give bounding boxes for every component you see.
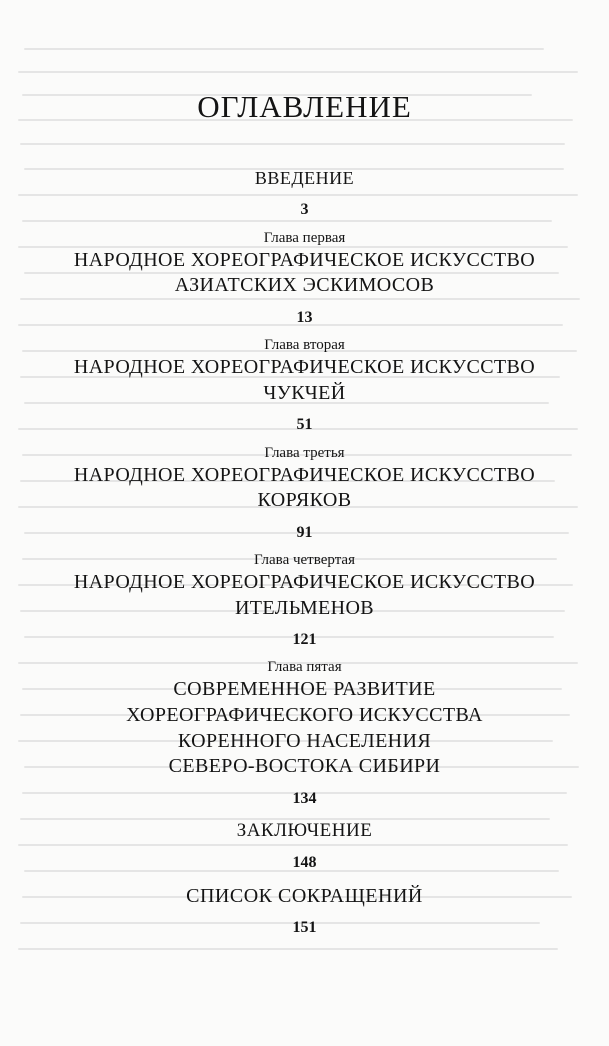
chapter-page-number: 13 [296,309,313,327]
toc-entry-conclusion [0,820,609,872]
toc-entry-abbreviations [0,884,609,937]
chapter-title-line: КОРЕННОГО НАСЕЛЕНИЯ [177,729,432,752]
toc-entry-chapter-4 [0,551,609,649]
chapter-title-line: ХОРЕОГРАФИЧЕСКОГО ИСКУССТВА [126,703,483,726]
chapter-page-number: 91 [296,523,313,541]
introduction-page-number: 3 [300,200,309,218]
chapter-title-line: НАРОДНОЕ ХОРЕОГРАФИЧЕСКОЕ ИСКУССТВО [73,248,536,271]
chapter-title-line: ИТЕЛЬМЕНОВ [234,596,375,619]
conclusion-heading: ЗАКЛЮЧЕНИЕ [236,819,373,841]
chapter-title-line: НАРОДНОЕ ХОРЕОГРАФИЧЕСКОЕ ИСКУССТВО [73,356,536,379]
abbreviations-page-number: 151 [292,918,317,936]
chapter-page-number: 134 [292,789,317,807]
chapter-label: Глава пятая [267,659,342,676]
toc-entry-chapter-2 [0,336,609,434]
chapter-label: Глава четвертая [254,552,355,568]
introduction-heading: ВВЕДЕНИЕ [254,168,355,189]
chapter-title-line: СЕВЕРО-ВОСТОКА СИБИРИ [168,755,441,778]
chapter-label: Глава вторая [264,337,345,354]
toc-entry-chapter-5 [0,658,609,808]
chapter-label: Глава третья [264,444,345,461]
conclusion-page-number: 148 [292,853,317,871]
chapter-page-number: 51 [296,416,313,434]
toc-title: ОГЛАВЛЕНИЕ [197,89,412,124]
chapter-title-line: НАРОДНОЕ ХОРЕОГРАФИЧЕСКОЕ ИСКУССТВО [73,463,536,486]
toc-entry-chapter-1 [0,229,609,327]
chapter-title-line: АЗИАТСКИХ ЭСКИМОСОВ [174,274,435,297]
chapter-title-line: ЧУКЧЕЙ [263,381,346,404]
chapter-page-number: 121 [292,631,317,649]
chapter-title-line: СОВРЕМЕННОЕ РАЗВИТИЕ [173,678,436,701]
chapter-label: Глава первая [263,229,346,246]
abbreviations-heading: СПИСОК СОКРАЩЕНИЙ [186,884,423,907]
table-of-contents [0,90,609,946]
chapter-title-line: КОРЯКОВ [257,489,352,512]
toc-entry-chapter-3 [0,444,609,542]
toc-entry-introduction [0,168,609,219]
chapter-title-line: НАРОДНОЕ ХОРЕОГРАФИЧЕСКОЕ ИСКУССТВО [73,571,536,593]
